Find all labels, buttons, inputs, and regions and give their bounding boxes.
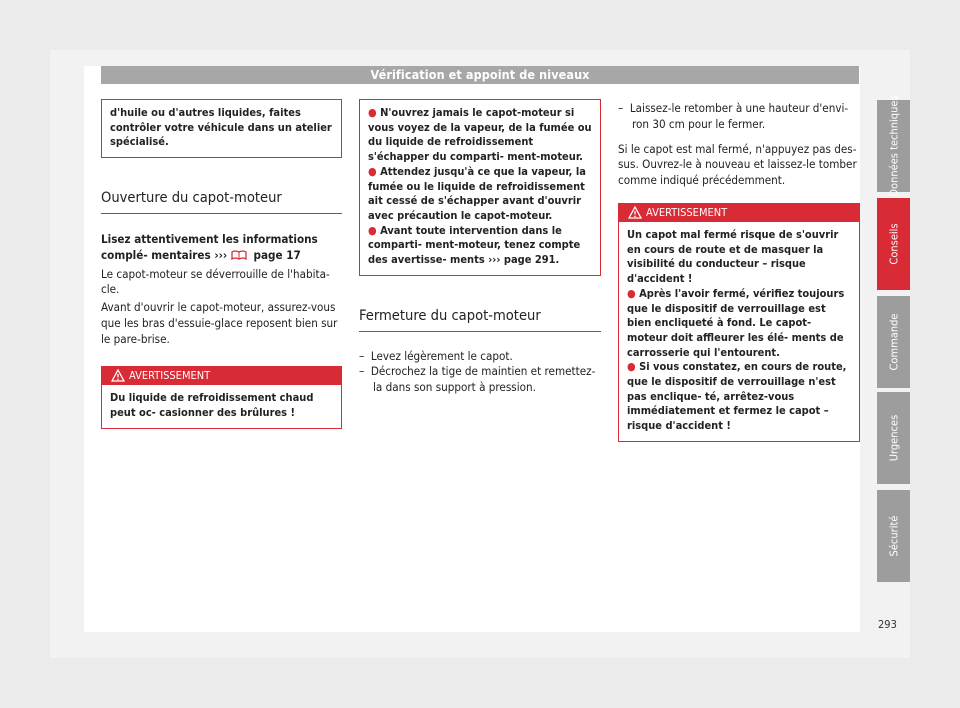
warning-bullet-text: Avant toute intervention dans le comparti- ment-moteur, tenez compte des avertisse- ments <box>368 223 581 267</box>
warning-bullet-item <box>368 106 592 165</box>
dash-glyph: – <box>359 348 365 363</box>
bullet-icon: ● <box>368 223 377 237</box>
warning-body <box>619 222 859 441</box>
tab-conseils[interactable] <box>877 198 910 290</box>
dash-glyph: – <box>359 364 365 379</box>
warning-triangle-icon <box>628 206 642 219</box>
page-header: Vérification et appoint de niveaux <box>101 66 859 84</box>
bullet-icon: ● <box>368 164 377 178</box>
column-1 <box>101 99 342 429</box>
warning-bullet-item <box>368 165 592 224</box>
warning-header <box>619 204 859 222</box>
reference-arrows: ››› <box>214 247 228 262</box>
closing-steps <box>359 349 601 396</box>
warning-bullet-text: Attendez jusqu'à ce que la vapeur, la fumée ou le liquide de refroidissement ait cessé de s'échapper avant d'ouvrir avec précaution le capot-moteur. <box>368 164 586 222</box>
tab-label: Urgences <box>887 414 900 462</box>
tab-label: Commande <box>887 313 900 371</box>
intro-paragraph <box>101 232 342 264</box>
step-item <box>618 101 860 133</box>
tab-label: Données techniques <box>887 95 900 197</box>
bullet-icon: ● <box>627 286 636 300</box>
warning-bullet-text: Après l'avoir fermé, vérifiez toujours que le dispositif de verrouillage est bien encliqueté à fond. Le capot-moteur doit affleurer les élé- ments de carrosserie qui l'entourent. <box>627 286 845 359</box>
warning-bullet-text: Si vous constatez, en cours de route, que le dispositif de verrouillage n'est pas enclique- té, arrêtez-vous immédiatement et fermez le capot – risque d'accident ! <box>627 360 847 433</box>
paragraph-badly-closed: Si le capot est mal fermé, n'appuyez pas des- sus. Ouvrez-le à nouveau et laissez-le tomber comme indiqué précédemment. <box>618 141 857 188</box>
tab-donnees-techniques[interactable] <box>877 95 910 197</box>
continued-warning-box <box>101 99 342 158</box>
column-2 <box>359 99 601 396</box>
bullet-icon: ● <box>627 360 636 374</box>
warning-label: AVERTISSEMENT <box>129 369 211 383</box>
tab-commande[interactable] <box>877 296 910 388</box>
warning-box-continued <box>359 99 601 276</box>
tab-securite[interactable] <box>877 490 910 582</box>
book-icon <box>231 249 247 260</box>
column-3 <box>618 101 860 442</box>
bullet-icon: ● <box>368 106 377 119</box>
sentence-end: . <box>555 253 560 267</box>
intro-text: Lisez attentivement les informations complé- mentaires <box>101 231 318 262</box>
warning-label: AVERTISSEMENT <box>646 205 728 219</box>
warning-bullet-item <box>368 224 592 268</box>
warning-triangle-icon <box>111 369 125 382</box>
warning-bullet-item <box>627 360 851 434</box>
continued-warning-text: d'huile ou d'autres liquides, faites contrôler votre véhicule dans un atelier spécialisé. <box>110 106 332 149</box>
section-title-opening: Ouverture du capot-moteur <box>101 190 342 214</box>
step-item <box>359 364 601 396</box>
warning-bullet-text: N'ouvrez jamais le capot-moteur si vous voyez de la vapeur, de la fumée ou du liquide de refroidissement s'échapper du comparti- ment-moteur. <box>368 106 592 164</box>
page-reference-link[interactable]: page 17 <box>253 247 301 262</box>
step-text: Levez légèrement le capot. <box>370 348 513 363</box>
tab-label: Conseils <box>887 223 900 265</box>
warning-bullets <box>360 100 600 275</box>
warning-box-coolant <box>101 366 342 428</box>
warning-box-hood <box>618 203 860 442</box>
warning-header <box>102 367 341 385</box>
section-title-closing: Fermeture du capot-moteur <box>359 308 601 332</box>
warning-body: Du liquide de refroidissement chaud peut oc- casionner des brûlures ! <box>110 391 314 420</box>
step-text: Décrochez la tige de maintien et remettez- la dans son support à pression. <box>370 364 596 395</box>
warning-bullet-item <box>627 287 851 361</box>
step-text: Laissez-le retomber à une hauteur d'envi- ron 30 cm pour le fermer. <box>629 101 849 131</box>
warning-intro: Un capot mal fermé risque de s'ouvrir en cours de route et de masquer la visibilité du conducteur – risque d'accident ! <box>627 227 839 286</box>
dash-glyph: – <box>618 101 624 115</box>
tab-urgences[interactable] <box>877 392 910 484</box>
step-item <box>359 349 601 365</box>
page-reference-link[interactable]: ››› page 291 <box>488 253 556 267</box>
page-number: 293 <box>878 618 897 631</box>
paragraph-wipers: Avant d'ouvrir le capot-moteur, assurez-vous que les bras d'essuie-glace reposent bien sur le pare-brise. <box>101 300 338 346</box>
paragraph-unlock: Le capot-moteur se déverrouille de l'habita- cle. <box>101 266 330 297</box>
tab-label: Sécurité <box>887 515 900 557</box>
